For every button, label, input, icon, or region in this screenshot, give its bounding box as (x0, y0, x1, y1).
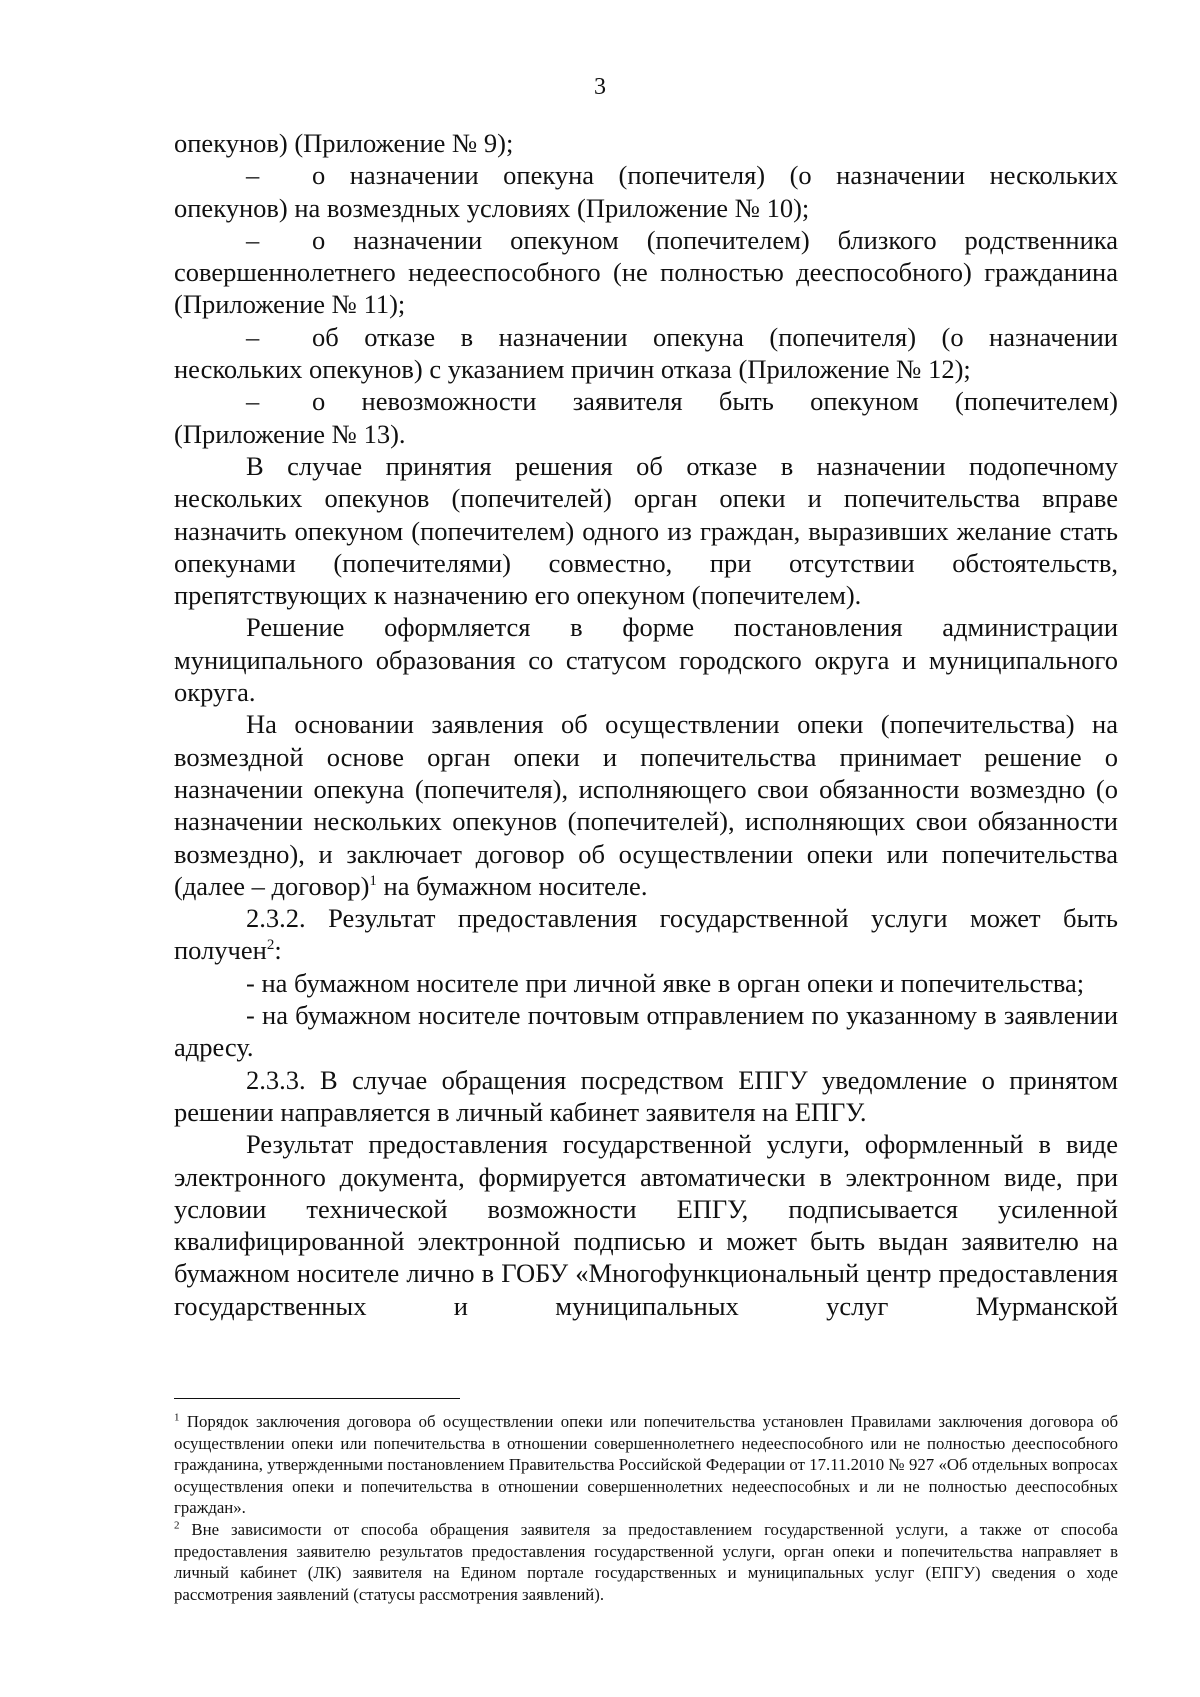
footnote-1-text: Порядок заключения договора об осуществлении опеки или попечительства установлен Правилами заключения договора об осуществлении опеки или попечительства в отношении совершеннолетнего недееспособного или не полностью дееспособного гражданина, утвержденными постановлением Правительства Российской Федерации от 17.11.2010 № 927 «Об отдельных вопросах осуществления опеки и попечительства в отношении совершеннолетних недееспособных и ли не полностью дееспособных граждан». (174, 1412, 1118, 1518)
dash-marker: – (246, 386, 260, 417)
footnote-mark-2: 2 (174, 1519, 180, 1532)
paragraph-4 (174, 708, 1118, 902)
list-item-text: об отказе в назначении опекуна (попечителя) (о назначении нескольких опекунов) с указанием причин отказа (Приложение № 12); (174, 321, 1118, 385)
list-item-text: о назначении опекуном (попечителем) близкого родственника совершеннолетнего недееспособного (не полностью дееспособного) гражданина (Приложение № 11); (174, 224, 1118, 320)
footnote-ref-1: 1 (369, 873, 377, 889)
paragraph-5-tail: : (274, 935, 282, 966)
dash-marker: – (246, 224, 260, 255)
list-item-1 (174, 159, 1118, 224)
paragraph-3: Решение оформляется в форме постановления администрации муниципального образования со статусом городского округа и муниципального округа. (174, 612, 1118, 708)
paragraph-2: В случае принятия решения об отказе в назначении подопечному нескольких опекунов (попечителей) орган опеки и попечительства вправе назначить опекуном (попечителем) одного из граждан, выразивших желание стать опекунами (попечителями) совместно, при отсутствии обстоятельств, препятствующих к назначению его опекуном (попечителем). (174, 450, 1118, 611)
list-item-text: о невозможности заявителя быть опекуном (попечителем) (Приложение № 13). (174, 386, 1118, 449)
paragraph-4-tail: на бумажном носителе. (376, 870, 648, 901)
paragraph-1: опекунов) (Приложение № 9); (174, 128, 514, 158)
footnote-1 (174, 1411, 1118, 1519)
page-number: 3 (594, 74, 606, 100)
paragraph-4-text: На основании заявления об осуществлении опеки (попечительства) на возмездной основе орган опеки и попечительства принимает решение о назначении опекуна (попечителя), исполняющего свои обязанности возмездно (о назначении нескольких опекунов (попечителей), исполняющих свои обязанности возмездно), и заключает договор об осуществлении опеки или попечительства (далее – договор) (174, 709, 1118, 901)
body-text (174, 127, 1118, 1322)
footnotes (174, 1411, 1118, 1605)
dash-marker: – (246, 321, 260, 352)
paragraph-6: - на бумажном носителе при личной явке в орган опеки и попечительства; (246, 967, 1085, 998)
footnote-mark-1: 1 (174, 1411, 180, 1424)
paragraph-8: 2.3.3. В случае обращения посредством ЕПГУ уведомление о принятом решении направляется в личный кабинет заявителя на ЕПГУ. (174, 1064, 1118, 1127)
paragraph-5-text: 2.3.2. Результат предоставления государственной услуги может быть получен (174, 903, 1118, 966)
paragraph-7: - на бумажном носителе почтовым отправлением по указанному в заявлении адресу. (174, 1000, 1118, 1063)
paragraph-5 (174, 902, 1118, 967)
list-item-4 (174, 385, 1118, 450)
list-item-3 (174, 321, 1118, 386)
paragraph-9: Результат предоставления государственной услуги, оформленный в виде электронного документа, формируется автоматически в электронном виде, при условии технической возможности ЕПГУ, подписывается усиленной квалифицированной электронной подписью и может быть выдан заявителю на бумажном носителе лично в ГОБУ «Многофункциональный центр предоставления государственных и муниципальных услуг Мурманской (174, 1129, 1118, 1321)
list-item-text: о назначении опекуна (попечителя) (о назначении нескольких опекунов) на возмездных условиях (Приложение № 10); (174, 160, 1118, 223)
footnote-2-text: Вне зависимости от способа обращения заявителя за предоставлением государственной услуги, а также от способа предоставления заявителю результатов предоставления государственной услуги, орган опеки и попечительства направляет в личный кабинет (ЛК) заявителя на Едином портале государственных и муниципальных услуг (ЕПГУ) сведения о ходе рассмотрения заявлений (статусы рассмотрения заявлений). (174, 1519, 1118, 1604)
footnote-2 (174, 1519, 1118, 1605)
list-item-2 (174, 224, 1118, 321)
dash-marker: – (246, 160, 260, 191)
footnote-ref-2: 2 (266, 937, 275, 954)
footnote-separator (174, 1398, 460, 1399)
